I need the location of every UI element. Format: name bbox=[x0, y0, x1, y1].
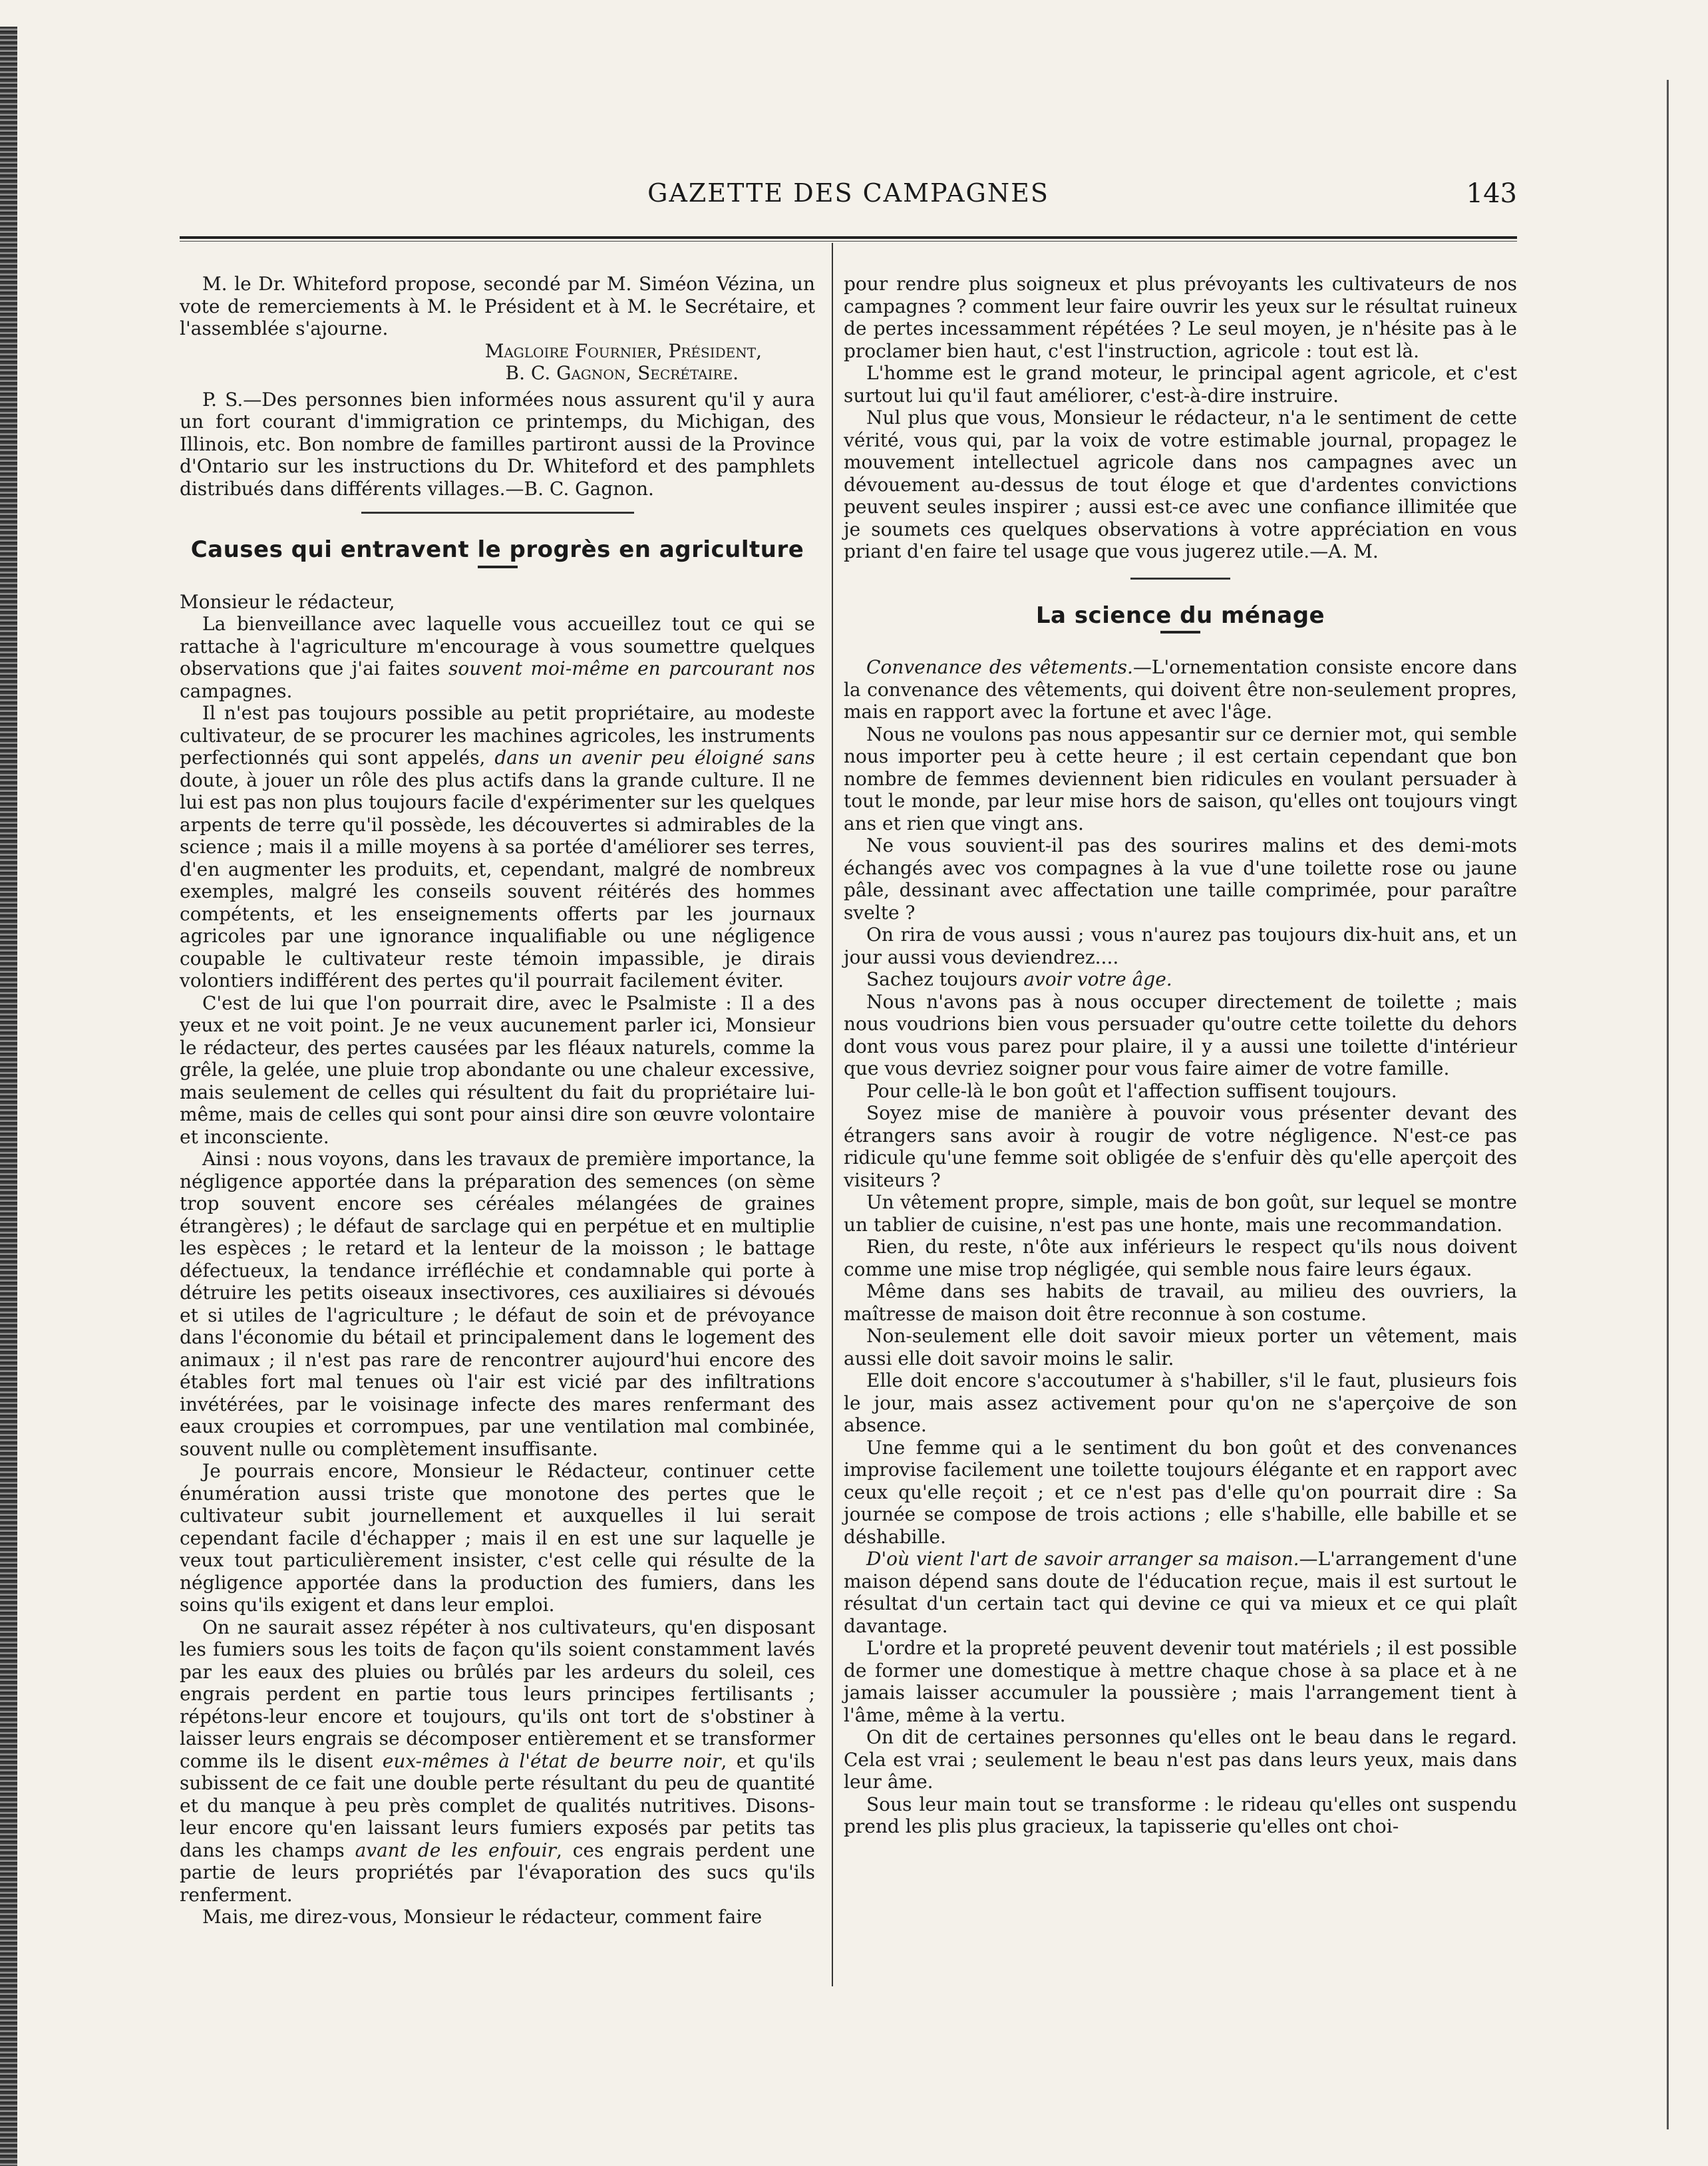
signature-president: Magloire Fournier, Président, bbox=[484, 339, 762, 362]
heading-rule bbox=[478, 566, 518, 568]
article-continuation-1: pour rendre plus soigneux et plus prévoyants les cultivateurs de nos campagnes ? comment leur faire ouvrir les yeux sur le résultat ruineux de pertes incessamment répétées ? Le seul moyen, je n'hésite pas à le proclamer bien haut, c'est l'instruction, agricole : tout est là. bbox=[844, 273, 1517, 362]
menage-paragraph-10: Rien, du reste, n'ôte aux inférieurs le respect qu'ils nous doivent comme une mise trop négligée, qui semble nous faire leurs égaux. bbox=[844, 1236, 1517, 1280]
menage-paragraph-3: Ne vous souvient-il pas des sourires malins et des demi-mots échangés avec vos compagnes à la vue d'une toilette rose ou jaune pâle, dessinant avec affectation une taille comprimée, pour paraître svelte ? bbox=[844, 834, 1517, 924]
section-separator bbox=[361, 512, 634, 514]
running-header bbox=[180, 178, 1517, 218]
heading-rule bbox=[1160, 631, 1200, 633]
salutation: Monsieur le rédacteur, bbox=[180, 590, 395, 613]
menage-paragraph-2: Nous ne voulons pas nous appesantir sur ce dernier mot, qui semble nous importer peu à cette heure ; il est certain cependant que bon nombre de femmes deviennent bien ridicules en voulant persuader à tout le monde, par leur mise hors de saison, qu'elles ont toujours vingt ans et rien que vingt ans. bbox=[844, 723, 1517, 834]
menage-paragraph-6: Nous n'avons pas à nous occuper directement de toilette ; mais nous voudrions bien vous persuader qu'outre cette toilette du dehors dont vous vous parez pour plaire, il y a aussi une toilette d'intérieur que vous devriez soigner pour vous faire aimer de votre famille. bbox=[844, 990, 1517, 1079]
menage-paragraph-12: Non-seulement elle doit savoir mieux porter un vêtement, mais aussi elle doit savoir moins le salir. bbox=[844, 1325, 1517, 1369]
article-heading-causes: Causes qui entravent le progrès en agriculture bbox=[190, 536, 804, 563]
article-paragraph-4: Ainsi : nous voyons, dans les travaux de première importance, la négligence apportée dans la préparation des semences (on sème trop souvent encore ses céréales mélangées de graines étrangères) ; le défaut de sarclage qui en perpétue et en multiplie les espèces ; le retard et la lenteur de la moisson ; le battage défectueux, la tendance irréfléchie et condamnable qui porte à détruire les petits oiseaux insectivores, ces auxiliaires si dévoués et si utiles de l'agriculture ; le défaut de soin et de prévoyance dans l'économie du bétail et principalement dans le logement des animaux ; il n'est pas rare de rencontrer aujourd'hui encore des étables fort mal tenues où l'air est vicié par des infiltrations invétérées, par le voisinage infecte des mares renfermant des eaux croupies et corrompues, par une ventilation mal combinée, souvent nulle ou complètement insuffisante. bbox=[180, 1148, 815, 1460]
menage-paragraph-17: On dit de certaines personnes qu'elles ont le beau dans le regard. Cela est vrai ; seulement le beau n'est pas dans leurs yeux, mais dans leur âme. bbox=[844, 1726, 1517, 1793]
article-continuation-3: Nul plus que vous, Monsieur le rédacteur, n'a le sentiment de cette vérité, vous qui, par la voix de votre estimable journal, propagez le mouvement intellectuel agricole dans nos campagnes avec un dévouement au-dessus de tout éloge et que d'ardentes convictions peuvent seules inspirer ; aussi est-ce avec une confiance illimitée que je soumets ces quelques observations à votre appréciation en vous priant d'en faire tel usage que vous jugerez utile.—A. M. bbox=[844, 407, 1517, 562]
menage-paragraph-16: L'ordre et la propreté peuvent devenir tout matériels ; il est possible de former une domestique à mettre chaque chose à sa place et à ne jamais laisser accumuler la poussière ; mais l'arrangement tient à l'âme, même à la vertu. bbox=[844, 1637, 1517, 1726]
menage-paragraph-9: Un vêtement propre, simple, mais de bon goût, sur lequel se montre un tablier de cuisine, n'est pas une honte, mais une recommandation. bbox=[844, 1191, 1517, 1236]
article-paragraph-3: C'est de lui que l'on pourrait dire, avec le Psalmiste : Il a des yeux et ne voit point. Je ne veux aucunement parler ici, Monsieur le rédacteur, des pertes causées par les fléaux naturels, comme la grêle, la gelée, une pluie trop abondante ou une chaleur excessive, mais seulement de celles qui résultent du fait du propriétaire lui-même, mais de celles qui sont pour ainsi dire son œuvre volontaire et inconsciente. bbox=[180, 992, 815, 1148]
menage-paragraph-15: D'où vient l'art de savoir arranger sa maison.—L'arrangement d'une maison dépend sans doute de l'éducation reçue, mais il est surtout le résultat d'un certain tact qui devine ce qui va mieux et ce qui plaît davantage. bbox=[844, 1548, 1517, 1637]
publication-title: GAZETTE DES CAMPAGNES bbox=[647, 178, 1049, 208]
article-heading-menage: La science du ménage bbox=[1035, 602, 1325, 629]
article-paragraph-2: Il n'est pas toujours possible au petit propriétaire, au modeste cultivateur, de se procurer les machines agricoles, les instruments perfectionnés qui sont appelés, dans un avenir peu éloigné sans doute, à jouer un rôle des plus actifs dans la grande culture. Il ne lui est pas non plus toujours facile d'expérimenter sur les quelques arpents de terre qu'il possède, les découvertes si admirables de la science ; mais il a mille moyens à sa portée d'améliorer ses terres, d'en augmenter les produits, et, cependant, malgré de nombreux exemples, malgré les conseils souvent réitérés des hommes compétents, et les enseignements offerts par les journaux agricoles par une ignorance inqualifiable ou une négligence coupable le cultivateur reste témoin impassible, je dirais volontiers indifférent des pertes qu'il pourrait facilement éviter. bbox=[180, 702, 816, 992]
article-paragraph-1: La bienveillance avec laquelle vous accueillez tout ce qui se rattache à l'agriculture m'encourage à vous soumettre quelques observations que j'ai faites souvent moi-même en parcourant nos campagnes. bbox=[180, 613, 815, 702]
menage-paragraph-1: Convenance des vêtements.—L'ornementation consiste encore dans la convenance des vêtements, qui doivent être non-seulement propres, mais en rapport avec la fortune et avec l'âge. bbox=[844, 656, 1517, 723]
left-column bbox=[180, 273, 815, 1928]
article-paragraph-6: On ne saurait assez répéter à nos cultivateurs, qu'en disposant les fumiers sous les toits de façon qu'ils soient constamment lavés par les eaux des pluies ou brûlés par les ardeurs du soleil, ces engrais perdent en partie tous leurs principes fertilisants ; répétons-leur encore et toujours, qu'ils ont tort de s'obstiner à laisser leurs engrais se décomposer entièrement et se transformer comme ils le disent eux-mêmes à l'état de beurre noir, et qu'ils subissent de ce fait une double perte résultant du peu de quantité et du manque à peu près complet de qualités nutritives. Disons-leur encore qu'en laissant leurs fumiers exposés par petits tas dans les champs avant de les enfouir, ces engrais perdent une partie de leurs propriétés par l'évaporation des sucs qu'ils renferment. bbox=[180, 1616, 815, 1906]
right-column bbox=[844, 273, 1517, 1838]
menage-paragraph-7: Pour celle-là le bon goût et l'affection suffisent toujours. bbox=[866, 1079, 1397, 1102]
meeting-closing-paragraph: M. le Dr. Whiteford propose, secondé par M. Siméon Vézina, un vote de remerciements à M. le Président et à M. le Secrétaire, et l'assemblée s'ajourne. bbox=[180, 273, 815, 339]
header-rule-thin bbox=[180, 241, 1517, 242]
postscript-paragraph: P. S.—Des personnes bien informées nous assurent qu'il y aura un fort courant d'immigration ce printemps, du Michigan, des Illinois, etc. Bon nombre de familles partiront aussi de la Province d'Ontario sur les instructions du Dr. Whiteford et des pamphlets distribués dans différents villages.—B. C. Gagnon. bbox=[180, 388, 815, 500]
signature-secretary: B. C. Gagnon, Secrétaire. bbox=[505, 362, 739, 384]
page-number: 143 bbox=[1466, 178, 1517, 209]
menage-paragraph-14: Une femme qui a le sentiment du bon goût et des convenances improvise facilement une toilette toujours élégante et en rapport avec ceux qu'elle reçoit ; et ce n'est pas d'elle qu'on pourrait dire : Sa journée se compose de trois actions ; elle s'habille, elle babille et se déshabille. bbox=[844, 1436, 1517, 1548]
article-continuation-2: L'homme est le grand moteur, le principal agent agricole, et c'est surtout lui qu'il faut améliorer, c'est-à-dire instruire. bbox=[844, 362, 1517, 407]
article-paragraph-5: Je pourrais encore, Monsieur le Rédacteur, continuer cette énumération aussi triste que monotone des pertes que le cultivateur subit journellement et auxquelles il lui serait cependant facile d'échapper ; mais il en est une sur laquelle je veux tout particulièrement insister, c'est celle qui résulte de la négligence apportée dans la production des fumiers, dans les soins qu'ils exigent et dans leur emploi. bbox=[180, 1460, 815, 1616]
header-rule bbox=[180, 236, 1517, 239]
menage-paragraph-13: Elle doit encore s'accoutumer à s'habiller, s'il le faut, plusieurs fois le jour, mais assez activement pour qu'on ne s'aperçoive de son absence. bbox=[844, 1369, 1517, 1436]
menage-paragraph-4: On rira de vous aussi ; vous n'aurez pas toujours dix-huit ans, et un jour aussi vous deviendrez.... bbox=[844, 924, 1517, 968]
page-binding-edge bbox=[0, 27, 17, 2166]
menage-paragraph-11: Même dans ses habits de travail, au milieu des ouvriers, la maîtresse de maison doit être reconnue à son costume. bbox=[844, 1280, 1517, 1325]
right-margin-rule bbox=[1667, 80, 1669, 2129]
column-separator bbox=[832, 243, 833, 1986]
section-separator-ornament bbox=[1130, 578, 1230, 580]
article-paragraph-7: Mais, me direz-vous, Monsieur le rédacteur, comment faire bbox=[202, 1906, 763, 1928]
menage-paragraph-5: Sachez toujours avoir votre âge. bbox=[866, 968, 1172, 990]
menage-paragraph-8: Soyez mise de manière à pouvoir vous présenter devant des étrangers sans avoir à rougir de votre négligence. N'est-ce pas ridicule qu'une femme soit obligée de s'enfuir dès qu'elle aperçoit des visiteurs ? bbox=[844, 1102, 1517, 1191]
menage-paragraph-18: Sous leur main tout se transforme : le rideau qu'elles ont suspendu prend les plis plus gracieux, la tapisserie qu'elles ont choi- bbox=[844, 1793, 1517, 1837]
